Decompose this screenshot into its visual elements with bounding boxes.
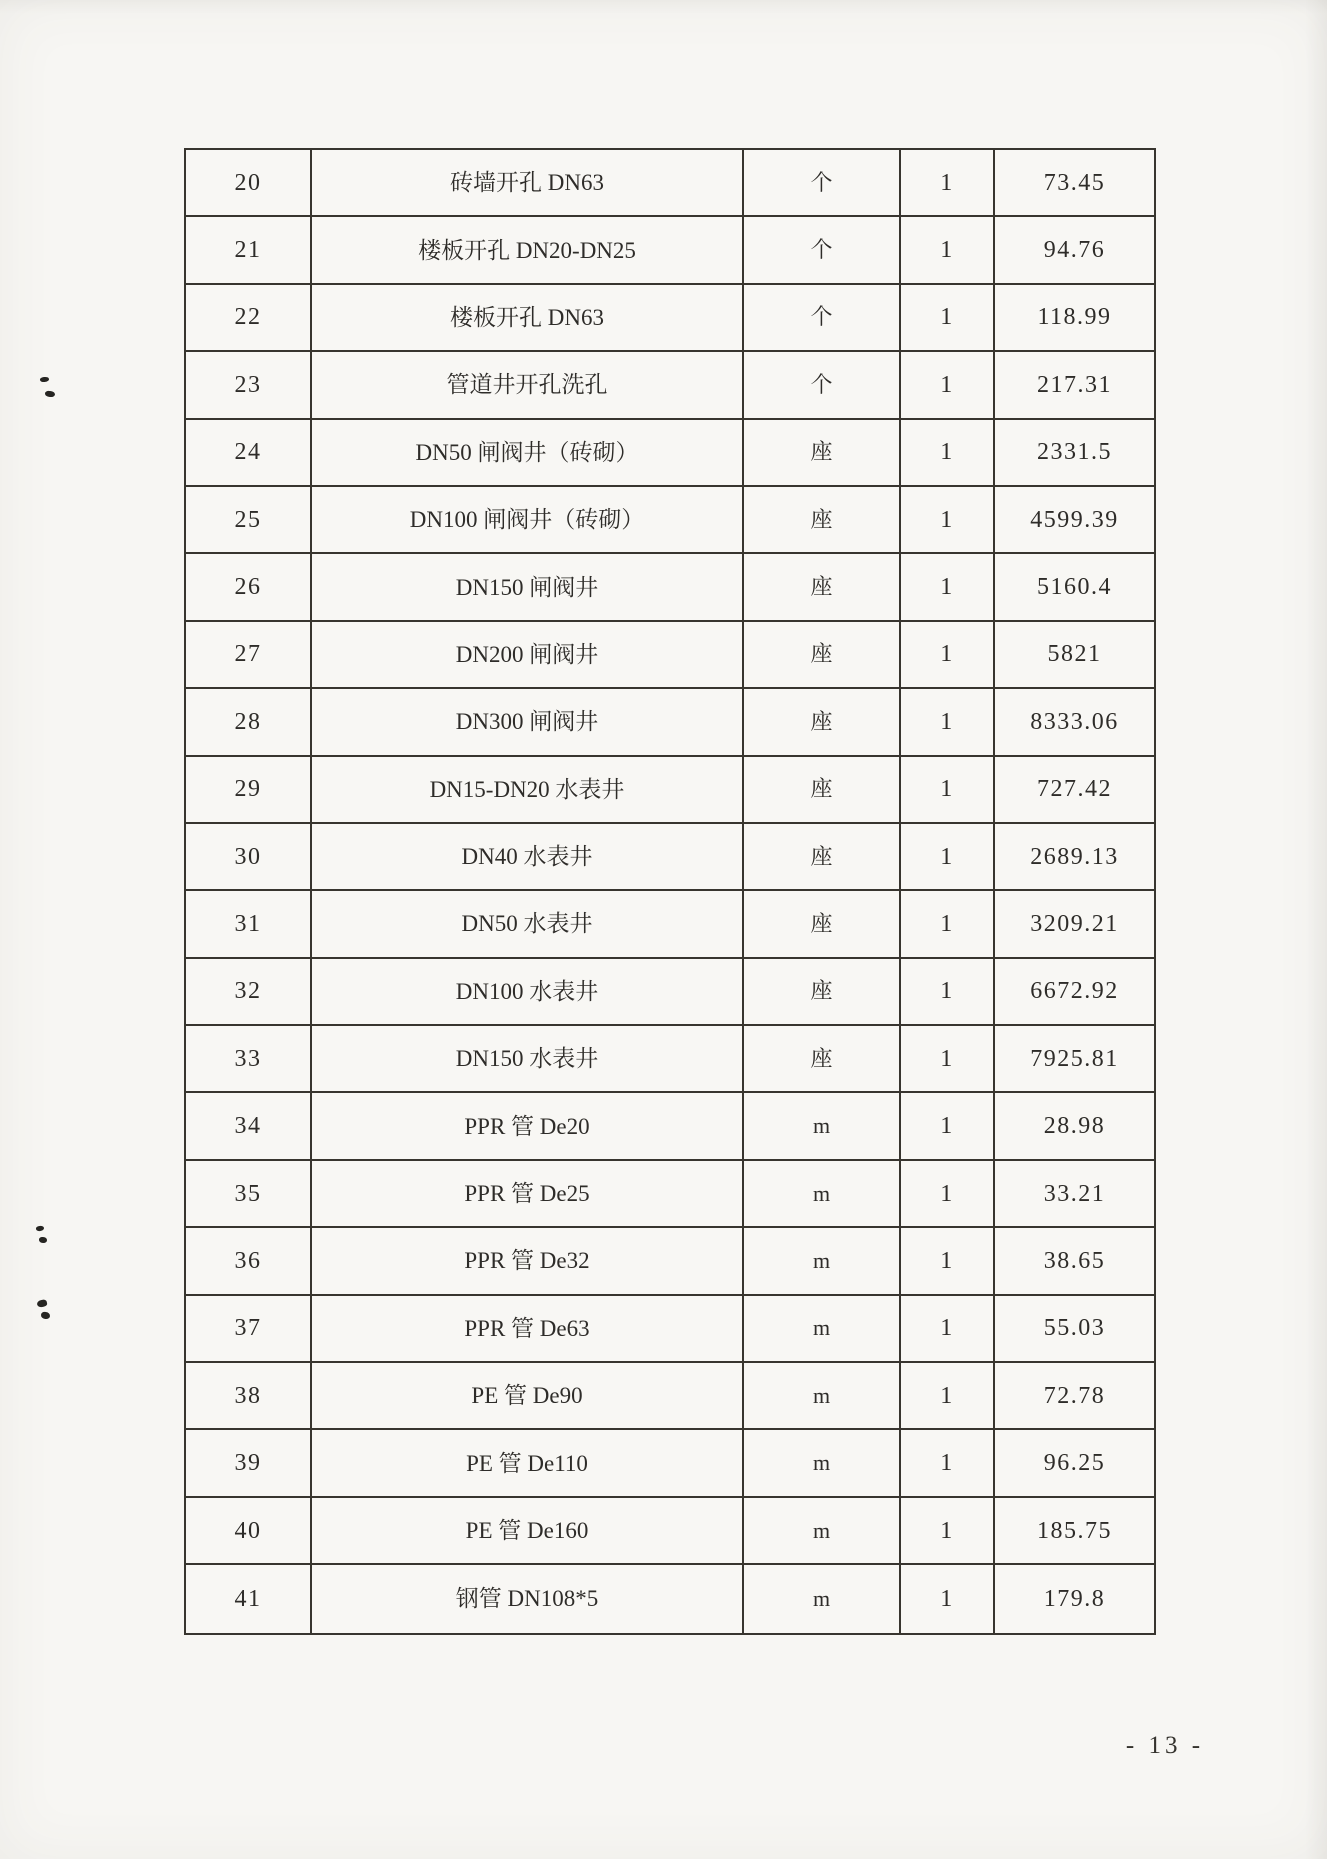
item-name-cell: PE 管 De90 [312,1363,744,1428]
quantity-cell: 1 [901,622,995,687]
unit-cell: 座 [744,824,901,889]
price-cell: 6672.92 [1030,978,1119,1005]
price-cell: 5160.4 [1037,574,1112,601]
quantity-cell: 1 [901,352,995,417]
quantity-cell: 1 [901,1093,995,1158]
price-cell: 2331.5 [1037,439,1112,466]
scan-artifact [36,1225,45,1231]
quantity-cell: 1 [901,487,995,552]
item-name-cell: DN200 闸阀井 [312,622,744,687]
row-number-cell: 32 [186,959,312,1024]
scan-artifact [36,1299,47,1308]
items-price-table [184,148,1156,1635]
price-cell: 94.76 [1043,237,1106,264]
table-row [186,959,1154,1026]
row-number-cell: 39 [186,1430,312,1495]
item-name-cell: DN300 闸阀井 [312,689,744,754]
price-cell: 5821 [1047,641,1102,668]
row-number-cell: 40 [186,1498,312,1563]
item-name-cell: DN15-DN20 水表井 [312,757,744,822]
item-name-cell: PPR 管 De63 [312,1296,744,1361]
row-number-cell: 33 [186,1026,312,1091]
unit-cell: m [744,1498,901,1563]
table-row [186,554,1154,621]
unit-cell: 个 [744,217,901,282]
item-name-cell: DN40 水表井 [312,824,744,889]
row-number-cell: 30 [186,824,312,889]
item-name-cell: PE 管 De110 [312,1430,744,1495]
row-number-cell: 26 [186,554,312,619]
unit-cell: 座 [744,420,901,485]
item-name-cell: DN50 水表井 [312,891,744,956]
table-row [186,150,1154,217]
quantity-cell: 1 [901,1296,995,1361]
row-number-cell: 38 [186,1363,312,1428]
item-name-cell: DN100 闸阀井（砖砌） [312,487,744,552]
item-name-cell: PPR 管 De25 [312,1161,744,1226]
row-number-cell: 36 [186,1228,312,1293]
table-row [186,1363,1154,1430]
price-cell: 217.31 [1037,371,1112,398]
quantity-cell: 1 [901,1430,995,1495]
row-number-cell: 25 [186,487,312,552]
quantity-cell: 1 [901,1498,995,1563]
unit-cell: 座 [744,891,901,956]
item-name-cell: 钢管 DN108*5 [312,1565,744,1632]
unit-cell: m [744,1228,901,1293]
unit-cell: 座 [744,689,901,754]
row-number-cell: 37 [186,1296,312,1361]
table-row [186,891,1154,958]
unit-cell: m [744,1093,901,1158]
price-cell: 179.8 [1043,1585,1106,1612]
quantity-cell: 1 [901,285,995,350]
item-name-cell: PPR 管 De32 [312,1228,744,1293]
item-name-cell: 楼板开孔 DN20-DN25 [312,217,744,282]
item-name-cell: 管道井开孔洗孔 [312,352,744,417]
table-row [186,622,1154,689]
scan-artifact [45,391,55,398]
price-cell: 118.99 [1037,304,1112,331]
quantity-cell: 1 [901,824,995,889]
quantity-cell: 1 [901,1161,995,1226]
quantity-cell: 1 [901,757,995,822]
unit-cell: 座 [744,959,901,1024]
row-number-cell: 24 [186,420,312,485]
price-cell: 38.65 [1043,1247,1106,1274]
unit-cell: 个 [744,285,901,350]
scan-artifact [41,1312,51,1320]
item-name-cell: PPR 管 De20 [312,1093,744,1158]
price-cell: 33.21 [1043,1180,1106,1207]
quantity-cell: 1 [901,217,995,282]
quantity-cell: 1 [901,891,995,956]
item-name-cell: 楼板开孔 DN63 [312,285,744,350]
price-cell: 3209.21 [1030,910,1119,937]
price-cell: 96.25 [1043,1450,1106,1477]
price-cell: 73.45 [1043,169,1106,196]
table-row [186,420,1154,487]
row-number-cell: 28 [186,689,312,754]
table-row [186,1430,1154,1497]
quantity-cell: 1 [901,554,995,619]
unit-cell: m [744,1565,901,1632]
item-name-cell: PE 管 De160 [312,1498,744,1563]
row-number-cell: 34 [186,1093,312,1158]
row-number-cell: 20 [186,150,312,215]
price-cell: 8333.06 [1030,708,1119,735]
row-number-cell: 23 [186,352,312,417]
unit-cell: m [744,1296,901,1361]
unit-cell: 座 [744,622,901,687]
row-number-cell: 35 [186,1161,312,1226]
quantity-cell: 1 [901,959,995,1024]
table-row [186,1228,1154,1295]
item-name-cell: DN100 水表井 [312,959,744,1024]
scan-artifact [40,376,50,382]
row-number-cell: 41 [186,1565,312,1632]
quantity-cell: 1 [901,1565,995,1632]
table-row [186,1296,1154,1363]
table-row [186,285,1154,352]
row-number-cell: 27 [186,622,312,687]
unit-cell: 座 [744,487,901,552]
price-cell: 2689.13 [1030,843,1119,870]
table-row [186,1161,1154,1228]
page-number: - 13 - [1125,1732,1205,1759]
row-number-cell: 31 [186,891,312,956]
unit-cell: 座 [744,554,901,619]
item-name-cell: 砖墙开孔 DN63 [312,150,744,215]
row-number-cell: 29 [186,757,312,822]
unit-cell: 座 [744,1026,901,1091]
table-row [186,1026,1154,1093]
unit-cell: m [744,1363,901,1428]
table-row [186,1498,1154,1565]
quantity-cell: 1 [901,1363,995,1428]
price-cell: 185.75 [1037,1517,1112,1544]
unit-cell: 个 [744,150,901,215]
quantity-cell: 1 [901,1026,995,1091]
item-name-cell: DN150 闸阀井 [312,554,744,619]
price-cell: 7925.81 [1030,1045,1119,1072]
row-number-cell: 22 [186,285,312,350]
unit-cell: m [744,1161,901,1226]
table-row [186,757,1154,824]
price-cell: 4599.39 [1030,506,1119,533]
table-row [186,487,1154,554]
row-number-cell: 21 [186,217,312,282]
table-row [186,352,1154,419]
table-row [186,217,1154,284]
price-cell: 55.03 [1043,1315,1106,1342]
table-row [186,1093,1154,1160]
table-row [186,1565,1154,1632]
price-cell: 727.42 [1037,776,1112,803]
unit-cell: 座 [744,757,901,822]
unit-cell: m [744,1430,901,1495]
quantity-cell: 1 [901,150,995,215]
price-cell: 72.78 [1043,1382,1106,1409]
price-cell: 28.98 [1043,1113,1106,1140]
quantity-cell: 1 [901,689,995,754]
table-row [186,689,1154,756]
item-name-cell: DN50 闸阀井（砖砌） [312,420,744,485]
unit-cell: 个 [744,352,901,417]
quantity-cell: 1 [901,420,995,485]
quantity-cell: 1 [901,1228,995,1293]
scan-artifact [39,1237,47,1243]
table-row [186,824,1154,891]
item-name-cell: DN150 水表井 [312,1026,744,1091]
